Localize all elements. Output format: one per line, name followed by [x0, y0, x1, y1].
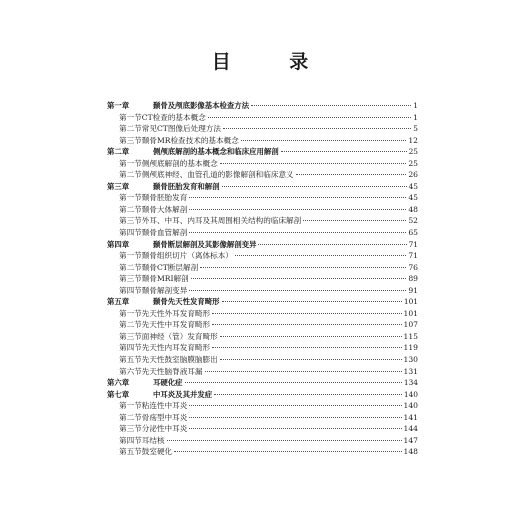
- toc-section-entry: [107, 204, 418, 216]
- toc-section-entry: [107, 273, 418, 285]
- toc-entry-page-number: 1: [413, 101, 418, 110]
- toc-section-entry: [107, 285, 418, 297]
- toc-section-entry: [107, 135, 418, 147]
- toc-entry-number: 第三节: [119, 331, 142, 341]
- toc-entry-label: 颞骨血管解剖: [141, 228, 188, 238]
- toc-leader-dots: [235, 255, 406, 256]
- toc-entry-page-number: 101: [403, 297, 418, 307]
- toc-entry-page-number: 144: [403, 424, 418, 434]
- toc-entry-page-number: 25: [408, 147, 418, 157]
- toc-entry-label: 骨疡型中耳炎: [141, 412, 188, 422]
- toc-entry-label: 先天性中耳发育畸形: [141, 320, 211, 330]
- toc-entry-page-number: 65: [408, 228, 418, 238]
- toc-entry-label: 颞骨及颅底影像基本检查方法: [153, 101, 250, 110]
- toc-section-entry: [107, 262, 418, 274]
- toc-entry-page-number: 141: [403, 412, 418, 422]
- toc-leader-dots: [191, 278, 407, 279]
- toc-entry-number: 第七章: [107, 389, 130, 399]
- toc-section-entry: [107, 412, 418, 424]
- toc-entry-number: 第三节: [119, 216, 142, 226]
- toc-chapter-entry: [107, 377, 418, 389]
- toc-entry-number: 第四节: [119, 228, 142, 238]
- toc-leader-dots: [208, 117, 411, 118]
- toc-entry-page-number: 140: [403, 389, 418, 399]
- toc-entry-number: 第三节: [119, 135, 142, 145]
- toc-entry-label: 颞骨MR检查技术的基本概念: [141, 135, 239, 145]
- toc-entry-page-number: 71: [408, 239, 418, 249]
- toc-leader-dots: [185, 382, 402, 383]
- page-title: 目 录: [211, 51, 335, 73]
- toc-leader-dots: [189, 209, 406, 210]
- toc-entry-label: 耳硬化症: [153, 378, 183, 388]
- toc-entry-number: 第五节: [119, 355, 142, 365]
- toc-leader-dots: [241, 140, 407, 141]
- toc-entry-page-number: 71: [408, 251, 418, 261]
- toc-entry-page-number: 131: [403, 366, 418, 376]
- toc-section-entry: [107, 354, 418, 366]
- toc-entry-page-number: 45: [408, 181, 418, 191]
- toc-entry-number: 第四节: [119, 343, 142, 353]
- toc-leader-dots: [205, 371, 402, 372]
- toc-entry-page-number: 45: [408, 193, 418, 203]
- toc-entry-label: 颞骨大体解剖: [141, 204, 188, 214]
- toc-section-entry: [107, 342, 418, 354]
- toc-chapter-entry: [107, 239, 418, 251]
- toc-entry-label: 中耳炎及其并发症: [153, 389, 213, 399]
- toc-chapter-entry: [107, 296, 418, 308]
- toc-entry-number: 第三章: [107, 181, 130, 191]
- toc-leader-dots: [222, 186, 407, 187]
- toc-leader-dots: [189, 428, 401, 429]
- toc-entry-label: 颞骨胚胎发育和解剖: [153, 181, 220, 191]
- toc-section-entry: [107, 123, 418, 135]
- toc-entry-label: 颞骨断层解剖及其影像解剖变异: [153, 239, 257, 249]
- toc-entry-number: 第一节: [119, 401, 142, 411]
- toc-section-entry: [107, 446, 418, 458]
- toc-section-entry: [107, 435, 418, 447]
- toc-section-entry: [107, 227, 418, 239]
- toc-leader-dots: [189, 290, 406, 291]
- toc-entry-page-number: 1: [413, 112, 418, 122]
- toc-entry-label: 鼓室硬化: [141, 447, 173, 457]
- toc-leader-dots: [251, 105, 411, 106]
- toc-entry-label: 耳结核: [141, 435, 165, 445]
- toc-entry-number: 第四节: [119, 435, 142, 445]
- toc-section-entry: [107, 112, 418, 124]
- toc-entry-page-number: 140: [403, 401, 418, 411]
- toc-entry-page-number: 134: [403, 378, 418, 388]
- toc-entry-label: 先天性内耳发育畸形: [141, 343, 211, 353]
- toc-entry-page-number: 12: [408, 135, 418, 145]
- toc-entry-label: 颞骨胚胎发育: [141, 193, 188, 203]
- toc-section-entry: [107, 192, 418, 204]
- toc-section-entry: [107, 169, 418, 181]
- toc-section-entry: [107, 423, 418, 435]
- toc-entry-number: 第一节: [119, 158, 142, 168]
- toc-entry-label: 常见CT图像后处理方法: [141, 124, 221, 134]
- toc-entry-label: 粘连性中耳炎: [141, 401, 188, 411]
- toc-entry-number: 第二节: [119, 320, 142, 330]
- toc-entry-number: 第六章: [107, 378, 130, 388]
- toc-chapter-entry: [107, 146, 418, 158]
- toc-entry-page-number: 107: [403, 320, 418, 330]
- toc-entry-page-number: 52: [408, 216, 418, 226]
- toc-leader-dots: [220, 163, 407, 164]
- toc-entry-label: 先天性脑脊液耳漏: [141, 366, 203, 376]
- toc-entry-label: 侧颅底解剖的基本概念和临床应用解剖: [153, 147, 279, 157]
- toc-leader-dots: [281, 151, 407, 152]
- toc-entry-label: 侧颅底解剖的基本概念: [141, 158, 218, 168]
- toc-leader-dots: [220, 359, 402, 360]
- toc-entry-number: 第二节: [119, 204, 142, 214]
- toc-chapter-entry: [107, 389, 418, 401]
- toc-entry-number: 第一节: [119, 308, 142, 318]
- toc-entry-number: 第二节: [119, 124, 142, 134]
- table-of-contents: [107, 100, 418, 458]
- toc-entry-label: 颞骨先天性发育畸形: [153, 297, 220, 307]
- toc-leader-dots: [189, 417, 401, 418]
- toc-entry-label: 先天性外耳发育畸形: [141, 308, 211, 318]
- toc-entry-label: 颞骨解剖变异: [141, 285, 188, 295]
- toc-entry-page-number: 26: [408, 170, 418, 180]
- toc-leader-dots: [174, 451, 401, 452]
- toc-chapter-entry: [107, 181, 418, 193]
- toc-entry-label: 颞骨组织切片（离体标本）: [141, 251, 233, 261]
- toc-section-entry: [107, 250, 418, 262]
- toc-section-entry: [107, 308, 418, 320]
- toc-section-entry: [107, 400, 418, 412]
- toc-entry-label: 外耳、中耳、内耳及其周围相关结构的临床解剖: [141, 216, 302, 226]
- toc-entry-number: 第三节: [119, 274, 142, 284]
- toc-entry-page-number: 119: [403, 343, 418, 353]
- toc-entry-number: 第二章: [107, 147, 130, 157]
- toc-leader-dots: [214, 394, 402, 395]
- toc-entry-label: 面神经（管）发育畸形: [141, 331, 218, 341]
- toc-entry-label: 先天性鼓室脑膜脑膨出: [141, 355, 218, 365]
- toc-entry-number: 第一章: [107, 101, 130, 110]
- toc-entry-number: 第五节: [119, 447, 142, 457]
- toc-entry-page-number: 101: [403, 308, 418, 318]
- toc-entry-page-number: 89: [408, 274, 418, 284]
- toc-leader-dots: [200, 267, 406, 268]
- toc-leader-dots: [303, 220, 406, 221]
- toc-leader-dots: [189, 197, 406, 198]
- toc-entry-number: 第五章: [107, 297, 130, 307]
- toc-section-entry: [107, 366, 418, 378]
- toc-entry-label: 颞骨MRI解剖: [141, 274, 189, 284]
- toc-entry-label: CT检查的基本概念: [141, 112, 206, 122]
- toc-entry-number: 第二节: [119, 170, 142, 180]
- toc-entry-number: 第四章: [107, 239, 130, 249]
- toc-entry-page-number: 76: [408, 262, 418, 272]
- toc-entry-page-number: 148: [403, 447, 418, 457]
- toc-leader-dots: [212, 313, 401, 314]
- toc-leader-dots: [258, 244, 406, 245]
- toc-entry-label: 侧颅底神经、血管孔道的影像解剖和临床意义: [141, 170, 294, 180]
- toc-chapter-entry: [107, 100, 418, 112]
- toc-leader-dots: [212, 324, 401, 325]
- toc-entry-number: 第六节: [119, 366, 142, 376]
- toc-leader-dots: [189, 232, 406, 233]
- toc-entry-page-number: 48: [408, 204, 418, 214]
- toc-leader-dots: [220, 336, 402, 337]
- toc-section-entry: [107, 215, 418, 227]
- toc-leader-dots: [222, 301, 402, 302]
- toc-leader-dots: [189, 405, 401, 406]
- toc-entry-page-number: 5: [413, 124, 418, 134]
- toc-entry-number: 第一节: [119, 251, 142, 261]
- toc-entry-page-number: 25: [408, 158, 418, 168]
- toc-entry-number: 第一节: [119, 112, 142, 122]
- toc-leader-dots: [223, 128, 411, 129]
- toc-entry-number: 第二节: [119, 262, 142, 272]
- toc-entry-number: 第四节: [119, 285, 142, 295]
- toc-leader-dots: [167, 440, 402, 441]
- toc-entry-page-number: 115: [403, 331, 418, 341]
- toc-entry-page-number: 130: [403, 355, 418, 365]
- toc-entry-page-number: 147: [403, 435, 418, 445]
- toc-leader-dots: [212, 347, 401, 348]
- toc-entry-number: 第三节: [119, 424, 142, 434]
- toc-entry-number: 第二节: [119, 412, 142, 422]
- toc-entry-page-number: 91: [408, 285, 418, 295]
- toc-entry-label: 分泌性中耳炎: [141, 424, 188, 434]
- toc-section-entry: [107, 319, 418, 331]
- toc-entry-number: 第一节: [119, 193, 142, 203]
- toc-section-entry: [107, 331, 418, 343]
- toc-section-entry: [107, 158, 418, 170]
- toc-entry-label: 颞骨CT断层解剖: [141, 262, 199, 272]
- toc-leader-dots: [296, 174, 407, 175]
